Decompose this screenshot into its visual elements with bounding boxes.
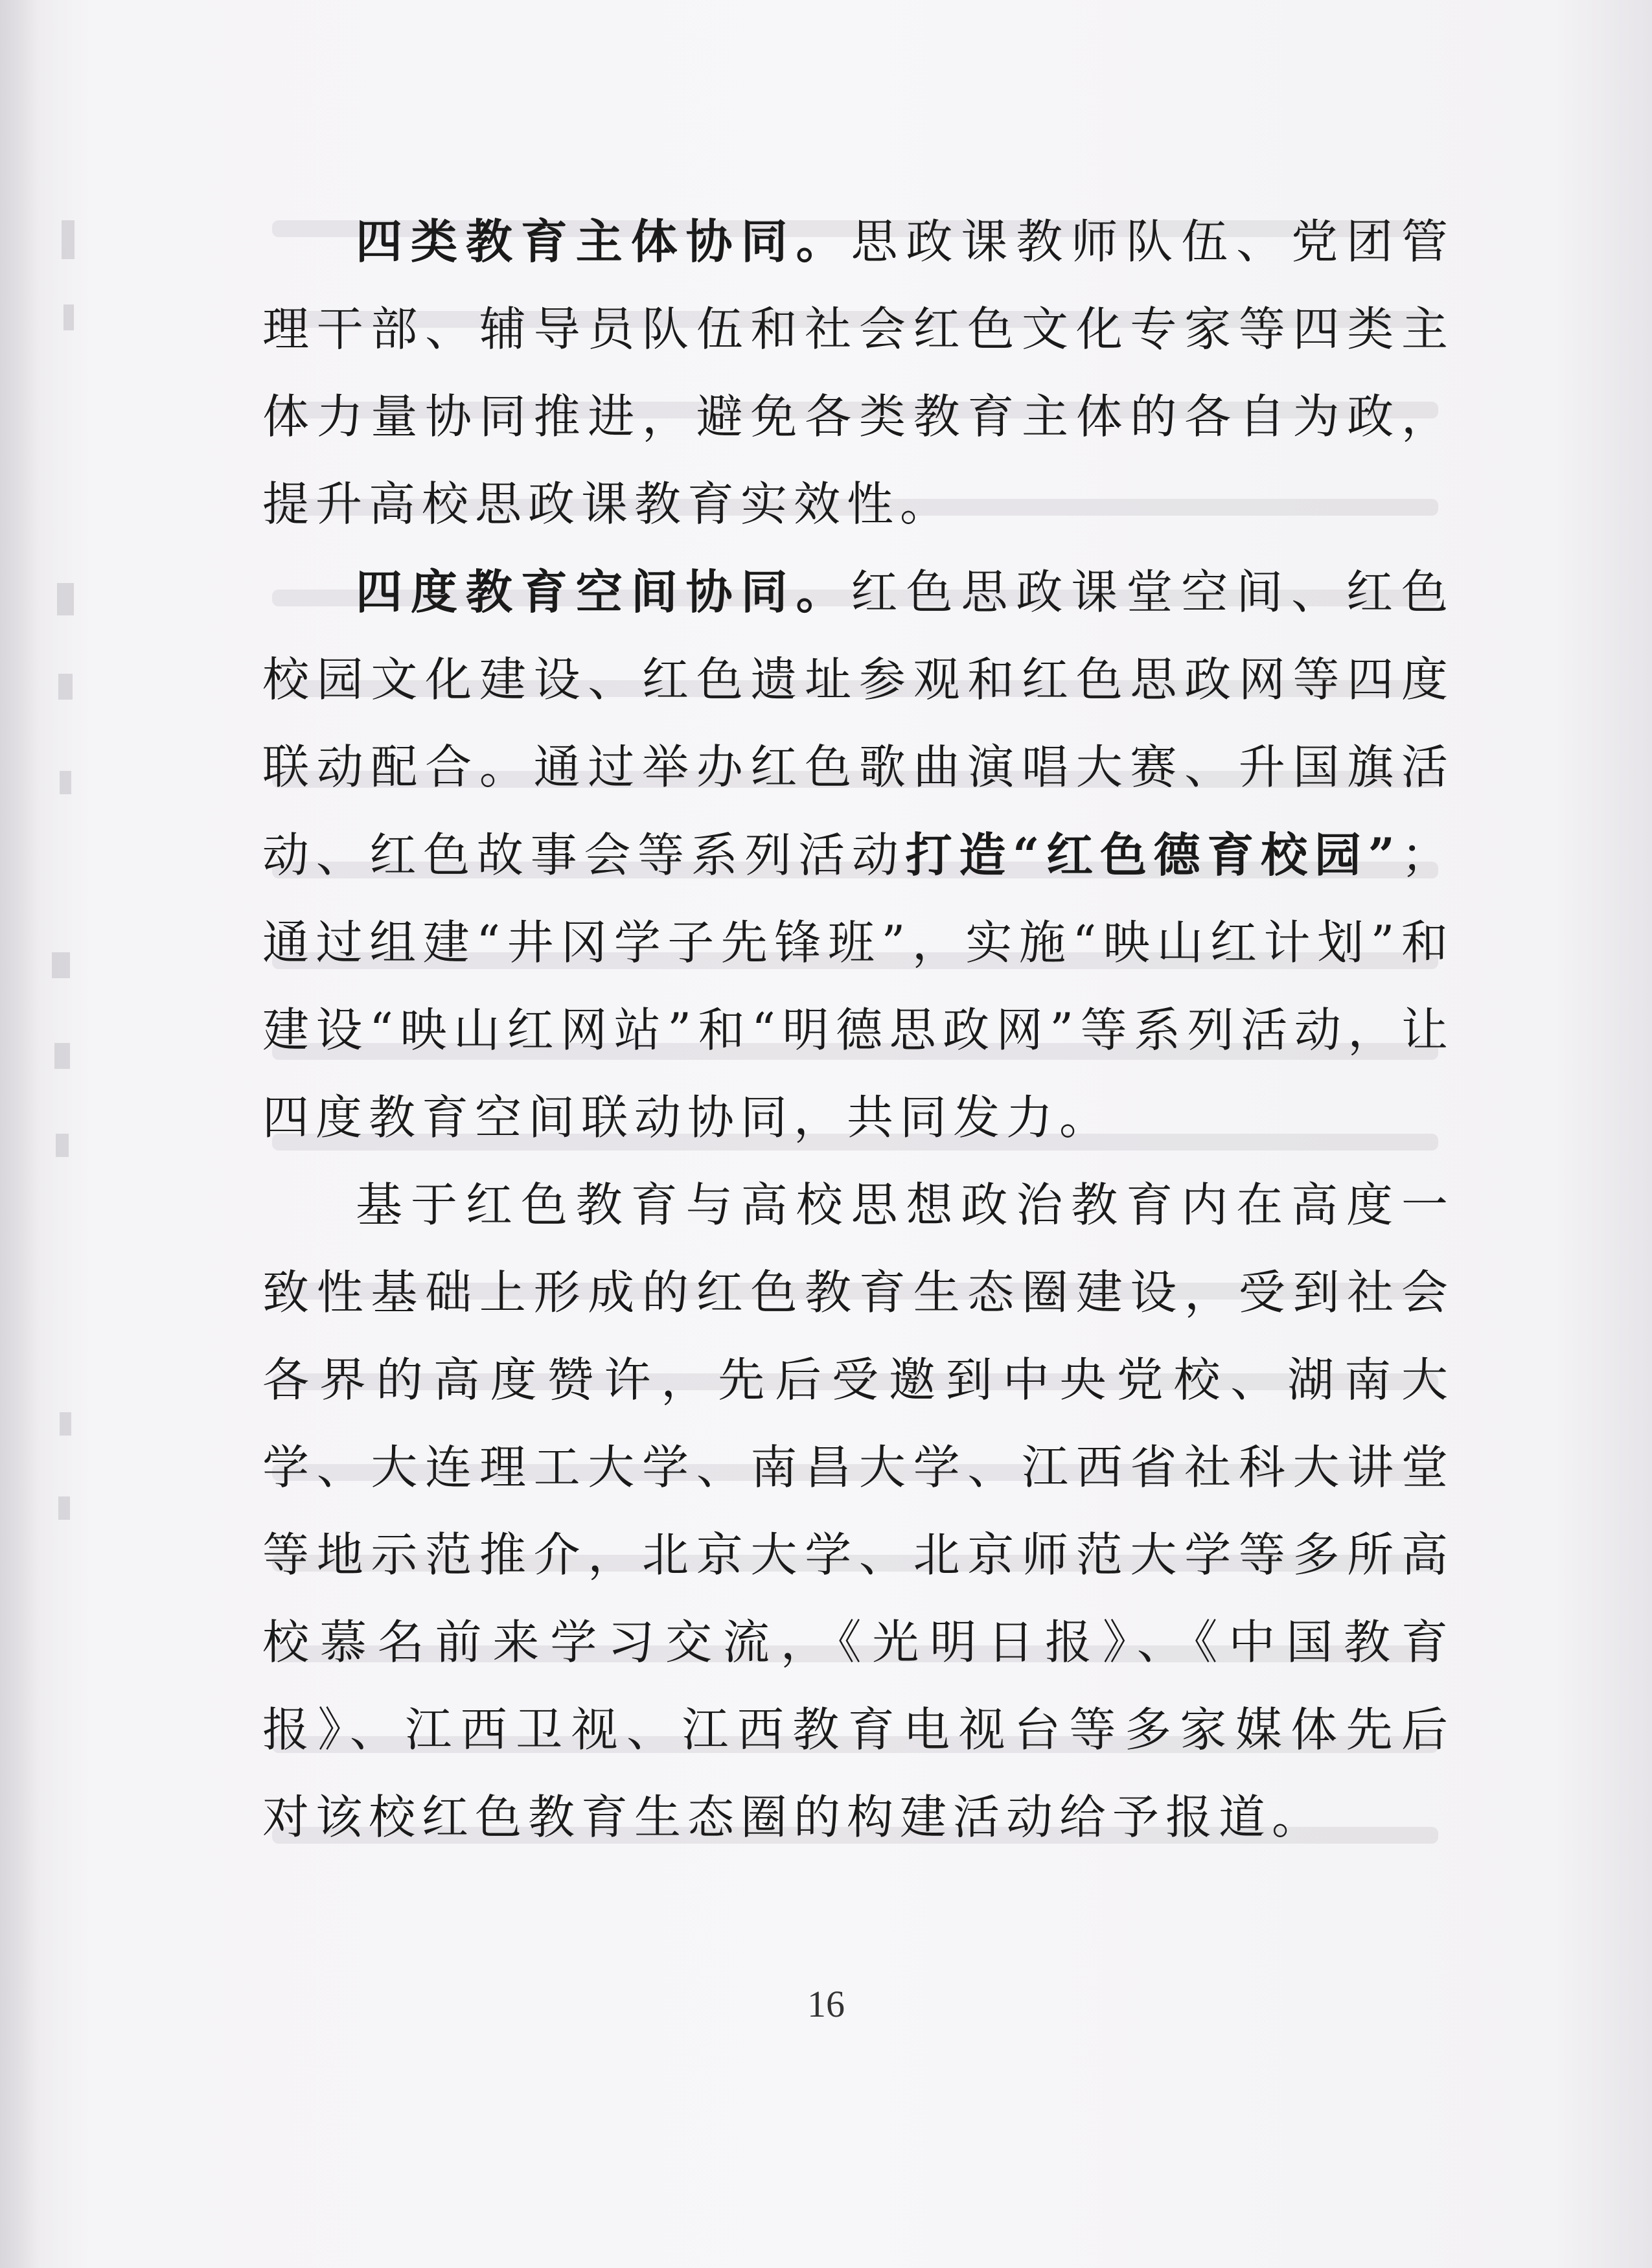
paragraph-four-subjects (262, 198, 1454, 548)
paragraph-lead: 四类教育主体协同。 (356, 214, 851, 269)
paragraph-lead: 四度教育空间协同。 (356, 564, 851, 619)
paragraph-body: 基于红色教育与高校思想政治教育内在高度一致性基础上形成的红色教育生态圈建设，受到社会各界的高度赞许，先后受邀到中央党校、湖南大学、大连理工大学、南昌大学、江西省社科大讲堂等地示范推介，北京大学、北京师范大学等多所高校慕名前来学习交流，《光明日报》、《中国教育报》、江西卫视、江西教育电视台等多家媒体先后对该校红色教育生态圈的构建活动给予报道。 (262, 1178, 1454, 1844)
paragraph-body: ；通过组建“井冈学子先锋班”，实施“映山红计划”和建设“映山红网站”和“明德思政网”等系列活动，让四度教育空间联动协同，共同发力。 (262, 828, 1454, 1145)
paragraph-body: 思政课教师队伍、党团管理干部、辅导员队伍和社会红色文化专家等四类主体力量协同推进，避免各类教育主体的各自为政，提升高校思政课教育实效性。 (262, 214, 1454, 531)
paragraph-four-spaces (262, 548, 1454, 1162)
page-number: 16 (807, 1983, 845, 2025)
paragraph-body: 红色思政课堂空间、红色校园文化建设、红色遗址参观和红色思政网等四度联动配合。通过举办红色歌曲演唱大赛、升国旗活动、红色故事会等系列活动 (262, 565, 1454, 882)
body-text (262, 198, 1454, 1861)
paragraph-emphasis: 打造“红色德育校园” (905, 827, 1401, 882)
paragraph-recognition (262, 1162, 1454, 1861)
page-edge-shadow (0, 0, 39, 2268)
